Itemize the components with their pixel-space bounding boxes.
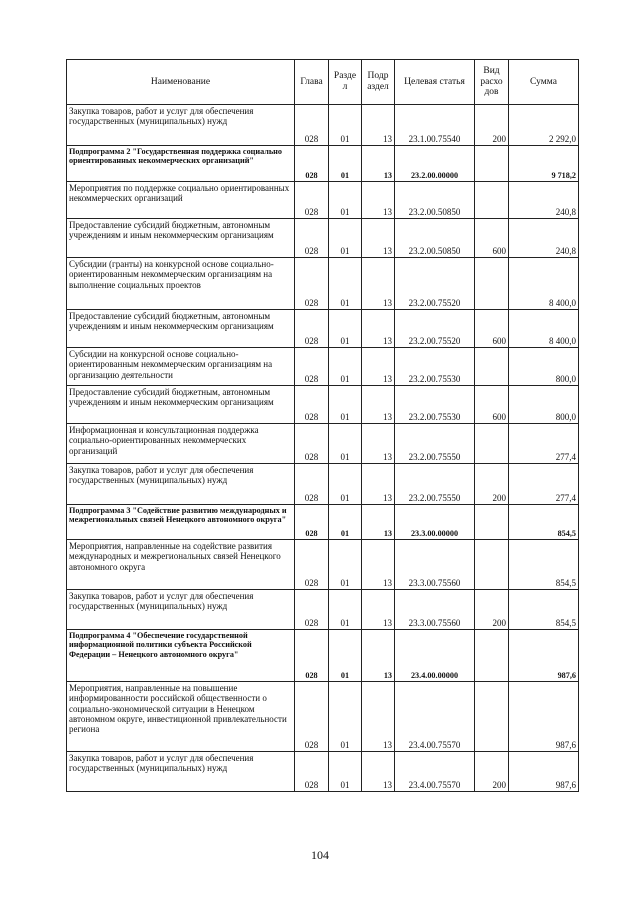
cell-subsection: 13 xyxy=(362,540,395,590)
table-row xyxy=(67,540,579,590)
cell-chapter: 028 xyxy=(295,348,329,386)
cell-subsection: 13 xyxy=(362,146,395,182)
header-amount: Сумма xyxy=(509,60,579,105)
table-row xyxy=(67,386,579,424)
cell-target: 23.4.00.00000 xyxy=(395,630,475,682)
cell-type xyxy=(475,424,509,464)
cell-amount: 8 400,0 xyxy=(509,310,579,348)
cell-name: Предоставление субсидий бюджетным, автономным учреждениям и иным некоммерческим организациям xyxy=(67,219,295,258)
cell-subsection: 13 xyxy=(362,219,395,258)
cell-chapter: 028 xyxy=(295,146,329,182)
cell-section: 01 xyxy=(329,146,362,182)
cell-target: 23.2.00.75520 xyxy=(395,310,475,348)
cell-section: 01 xyxy=(329,386,362,424)
header-section: Разде л xyxy=(329,60,362,105)
cell-name: Подпрограмма 4 "Обеспечение государственной информационной политики субъекта Российской Федерации – Ненецкого автономного округа" xyxy=(67,630,295,682)
cell-chapter: 028 xyxy=(295,464,329,505)
cell-target: 23.1.00.75540 xyxy=(395,105,475,146)
cell-target: 23.4.00.75570 xyxy=(395,682,475,752)
cell-chapter: 028 xyxy=(295,105,329,146)
cell-target: 23.2.00.75550 xyxy=(395,464,475,505)
cell-subsection: 13 xyxy=(362,424,395,464)
header-subsection: Подр аздел xyxy=(362,60,395,105)
cell-amount: 987,6 xyxy=(509,682,579,752)
cell-type xyxy=(475,540,509,590)
cell-section: 01 xyxy=(329,590,362,630)
cell-section: 01 xyxy=(329,182,362,219)
cell-section: 01 xyxy=(329,752,362,792)
table-row xyxy=(67,219,579,258)
cell-target: 23.2.00.75530 xyxy=(395,348,475,386)
cell-type: 200 xyxy=(475,590,509,630)
table-row xyxy=(67,182,579,219)
table-row xyxy=(67,464,579,505)
cell-type xyxy=(475,182,509,219)
table-row xyxy=(67,682,579,752)
cell-section: 01 xyxy=(329,630,362,682)
table-row xyxy=(67,348,579,386)
header-type: Вид расхо дов xyxy=(475,60,509,105)
cell-name: Подпрограмма 2 "Государственная поддержка социально ориентированных некоммерческих организаций" xyxy=(67,146,295,182)
table-row xyxy=(67,424,579,464)
cell-type xyxy=(475,682,509,752)
cell-name: Закупка товаров, работ и услуг для обеспечения государственных (муниципальных) нужд xyxy=(67,752,295,792)
cell-section: 01 xyxy=(329,682,362,752)
cell-section: 01 xyxy=(329,219,362,258)
cell-name: Закупка товаров, работ и услуг для обеспечения государственных (муниципальных) нужд xyxy=(67,105,295,146)
header-name: Наименование xyxy=(67,60,295,105)
cell-chapter: 028 xyxy=(295,682,329,752)
cell-name: Предоставление субсидий бюджетным, автономным учреждениям и иным некоммерческим организациям xyxy=(67,386,295,424)
cell-subsection: 13 xyxy=(362,630,395,682)
cell-chapter: 028 xyxy=(295,590,329,630)
page-number: 104 xyxy=(311,848,329,862)
table-row xyxy=(67,258,579,310)
cell-name: Закупка товаров, работ и услуг для обеспечения государственных (муниципальных) нужд xyxy=(67,590,295,630)
cell-amount: 800,0 xyxy=(509,386,579,424)
cell-name: Субсидии (гранты) на конкурсной основе социально-ориентированным некоммерческим организациям на выполнение социальных проектов xyxy=(67,258,295,310)
cell-amount: 987,6 xyxy=(509,630,579,682)
cell-chapter: 028 xyxy=(295,182,329,219)
cell-name: Мероприятия, направленные на содействие развития международных и межрегиональных связей Ненецкого автономного округа xyxy=(67,540,295,590)
cell-section: 01 xyxy=(329,348,362,386)
cell-amount: 9 718,2 xyxy=(509,146,579,182)
table-row xyxy=(67,105,579,146)
cell-type: 600 xyxy=(475,386,509,424)
cell-amount: 987,6 xyxy=(509,752,579,792)
cell-name: Мероприятия по поддержке социально ориентированных некоммерческих организаций xyxy=(67,182,295,219)
cell-target: 23.4.00.75570 xyxy=(395,752,475,792)
cell-type xyxy=(475,505,509,540)
cell-chapter: 028 xyxy=(295,310,329,348)
cell-subsection: 13 xyxy=(362,348,395,386)
cell-target: 23.2.00.50850 xyxy=(395,219,475,258)
cell-subsection: 13 xyxy=(362,310,395,348)
cell-amount: 240,8 xyxy=(509,219,579,258)
cell-target: 23.3.00.75560 xyxy=(395,590,475,630)
cell-chapter: 028 xyxy=(295,258,329,310)
cell-type: 600 xyxy=(475,219,509,258)
cell-section: 01 xyxy=(329,105,362,146)
cell-chapter: 028 xyxy=(295,386,329,424)
cell-subsection: 13 xyxy=(362,182,395,219)
cell-chapter: 028 xyxy=(295,540,329,590)
cell-amount: 854,5 xyxy=(509,505,579,540)
table-row xyxy=(67,146,579,182)
cell-type: 600 xyxy=(475,310,509,348)
cell-subsection: 13 xyxy=(362,682,395,752)
cell-type: 200 xyxy=(475,752,509,792)
cell-target: 23.2.00.75530 xyxy=(395,386,475,424)
cell-name: Закупка товаров, работ и услуг для обеспечения государственных (муниципальных) нужд xyxy=(67,464,295,505)
table-header-row xyxy=(67,60,579,105)
cell-type xyxy=(475,348,509,386)
table-row xyxy=(67,630,579,682)
cell-subsection: 13 xyxy=(362,464,395,505)
cell-amount: 277,4 xyxy=(509,464,579,505)
cell-amount: 277,4 xyxy=(509,424,579,464)
cell-chapter: 028 xyxy=(295,424,329,464)
table-row xyxy=(67,310,579,348)
cell-target: 23.2.00.75550 xyxy=(395,424,475,464)
cell-type xyxy=(475,258,509,310)
cell-chapter: 028 xyxy=(295,219,329,258)
cell-subsection: 13 xyxy=(362,590,395,630)
cell-name: Мероприятия, направленные на повышение информированности российской общественности о социально-экономической ситуации в Ненецком автономном округе, инвестиционной привлекательности региона xyxy=(67,682,295,752)
cell-section: 01 xyxy=(329,540,362,590)
cell-target: 23.3.00.00000 xyxy=(395,505,475,540)
cell-section: 01 xyxy=(329,310,362,348)
cell-subsection: 13 xyxy=(362,105,395,146)
cell-name: Информационная и консультационная поддержка социально-ориентированных некоммерческих организаций xyxy=(67,424,295,464)
cell-amount: 2 292,0 xyxy=(509,105,579,146)
cell-target: 23.2.00.50850 xyxy=(395,182,475,219)
budget-table xyxy=(66,59,579,792)
cell-amount: 854,5 xyxy=(509,590,579,630)
cell-target: 23.2.00.75520 xyxy=(395,258,475,310)
cell-subsection: 13 xyxy=(362,386,395,424)
cell-type xyxy=(475,146,509,182)
cell-amount: 854,5 xyxy=(509,540,579,590)
cell-subsection: 13 xyxy=(362,752,395,792)
table-row xyxy=(67,752,579,792)
cell-section: 01 xyxy=(329,464,362,505)
cell-name: Субсидии на конкурсной основе социально-ориентированным некоммерческим организациям на организацию деятельности xyxy=(67,348,295,386)
cell-target: 23.3.00.75560 xyxy=(395,540,475,590)
cell-chapter: 028 xyxy=(295,505,329,540)
cell-chapter: 028 xyxy=(295,752,329,792)
cell-section: 01 xyxy=(329,505,362,540)
cell-section: 01 xyxy=(329,258,362,310)
cell-amount: 240,8 xyxy=(509,182,579,219)
cell-type: 200 xyxy=(475,464,509,505)
header-target: Целевая статья xyxy=(395,60,475,105)
cell-subsection: 13 xyxy=(362,505,395,540)
cell-subsection: 13 xyxy=(362,258,395,310)
cell-name: Подпрограмма 3 "Содействие развитию международных и межрегиональных связей Ненецкого автономного округа" xyxy=(67,505,295,540)
cell-target: 23.2.00.00000 xyxy=(395,146,475,182)
table-row xyxy=(67,590,579,630)
cell-section: 01 xyxy=(329,424,362,464)
header-chapter: Глава xyxy=(295,60,329,105)
cell-type xyxy=(475,630,509,682)
cell-chapter: 028 xyxy=(295,630,329,682)
cell-amount: 800,0 xyxy=(509,348,579,386)
cell-amount: 8 400,0 xyxy=(509,258,579,310)
cell-name: Предоставление субсидий бюджетным, автономным учреждениям и иным некоммерческим организациям xyxy=(67,310,295,348)
table-row xyxy=(67,505,579,540)
cell-type: 200 xyxy=(475,105,509,146)
